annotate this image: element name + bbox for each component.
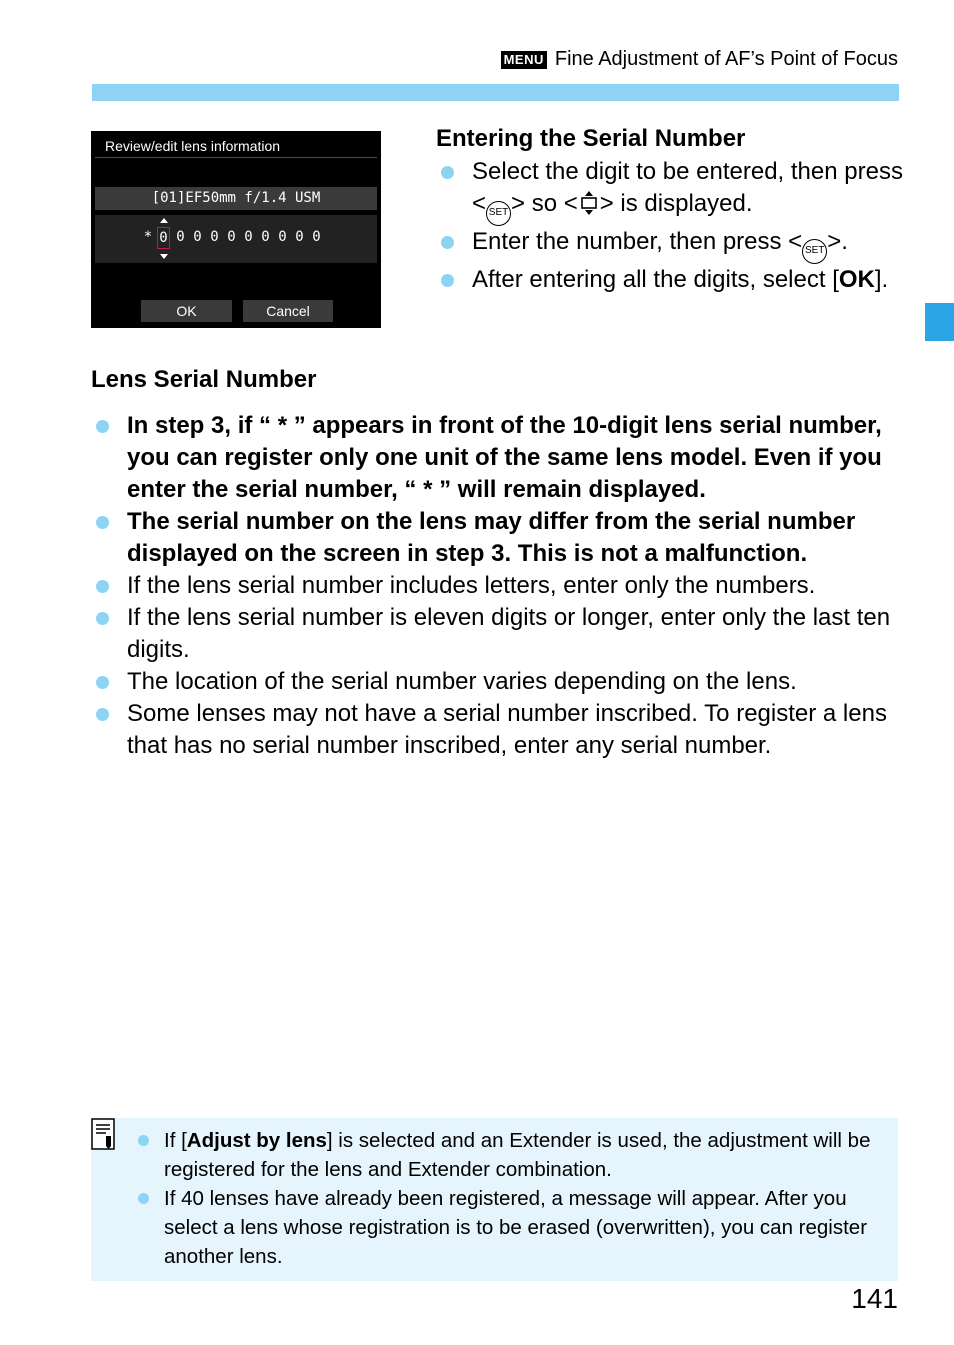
bullet-icon (96, 580, 109, 593)
set-button-icon: SET (486, 201, 511, 226)
serial-digit-selected: 0 (157, 227, 170, 249)
list-item: If [Adjust by lens] is selected and an Extender is used, the adjustment will be registered for the lens and Extender combination. (135, 1126, 875, 1184)
serial-digits-box (95, 215, 377, 263)
serial-digit: 0 (295, 229, 304, 245)
serial-digit: 0 (210, 229, 219, 245)
note-list (135, 1126, 875, 1271)
list-item: Some lenses may not have a serial number inscribed. To register a lens that has no serial number inscribed, enter any serial number. (91, 698, 901, 762)
serial-digit: 0 (244, 229, 253, 245)
serial-digit: 0 (227, 229, 236, 245)
lens-serial-title: Lens Serial Number (91, 366, 317, 393)
list-item: Select the digit to be entered, then press < SET > so < > is displayed. (436, 156, 906, 226)
serial-digit: 0 (278, 229, 287, 245)
serial-prefix: * (143, 229, 153, 245)
serial-digit: 0 (261, 229, 270, 245)
note-box (91, 1118, 898, 1281)
list-item: If 40 lenses have already been registered, a message will appear. After you select a lens whose registration is to be erased (overwritten), you can register another lens. (135, 1184, 875, 1271)
section-title: Entering the Serial Number (436, 125, 746, 152)
screen-title-rule (95, 157, 377, 158)
cross-keys-icon (578, 190, 600, 216)
bullet-icon (441, 274, 454, 287)
list-item: After entering all the digits, select [OK]. (436, 264, 906, 296)
page-number: 141 (851, 1283, 898, 1314)
screen-ok-button: OK (141, 300, 232, 322)
screen-lens-name: [01]EF50mm f/1.4 USM (95, 187, 377, 210)
bullet-icon (138, 1193, 149, 1204)
bullet-icon (96, 516, 109, 529)
serial-digit: 0 (176, 229, 185, 245)
list-item: In step 3, if “ * ” appears in front of the 10-digit lens serial number, you can register only one unit of the same lens model. Even if you enter the serial number, “ * ” will remain displayed. (91, 410, 901, 506)
list-item: Enter the number, then press < SET >. (436, 226, 906, 264)
bullet-icon (441, 236, 454, 249)
bullet-icon (96, 612, 109, 625)
down-arrow-icon (160, 254, 168, 259)
bullet-icon (138, 1135, 149, 1146)
entering-list (436, 156, 906, 296)
list-item: The location of the serial number varies depending on the lens. (91, 666, 901, 698)
bullet-icon (96, 676, 109, 689)
header-bar (92, 84, 899, 101)
note-icon (91, 1118, 115, 1150)
lens-serial-list (91, 410, 901, 762)
page-header (501, 48, 898, 71)
serial-digit: 0 (193, 229, 202, 245)
bullet-icon (96, 420, 109, 433)
bullet-icon (96, 708, 109, 721)
bullet-icon (441, 166, 454, 179)
screen-cancel-button: Cancel (243, 300, 333, 322)
entering-serial-section (436, 124, 906, 296)
menu-icon: MENU (501, 51, 547, 69)
serial-digit: 0 (312, 229, 321, 245)
list-item: If the lens serial number includes letters, enter only the numbers. (91, 570, 901, 602)
up-arrow-icon (160, 218, 168, 223)
header-title: Fine Adjustment of AF’s Point of Focus (554, 48, 898, 70)
chapter-tab (925, 303, 954, 341)
set-button-icon: SET (802, 239, 827, 264)
list-item: The serial number on the lens may differ from the serial number displayed on the screen in step 3. This is not a malfunction. (91, 506, 901, 570)
screen-title: Review/edit lens information (105, 138, 281, 154)
list-item: If the lens serial number is eleven digits or longer, enter only the last ten digits. (91, 602, 901, 666)
camera-screen (91, 131, 381, 328)
serial-digits (141, 229, 325, 251)
